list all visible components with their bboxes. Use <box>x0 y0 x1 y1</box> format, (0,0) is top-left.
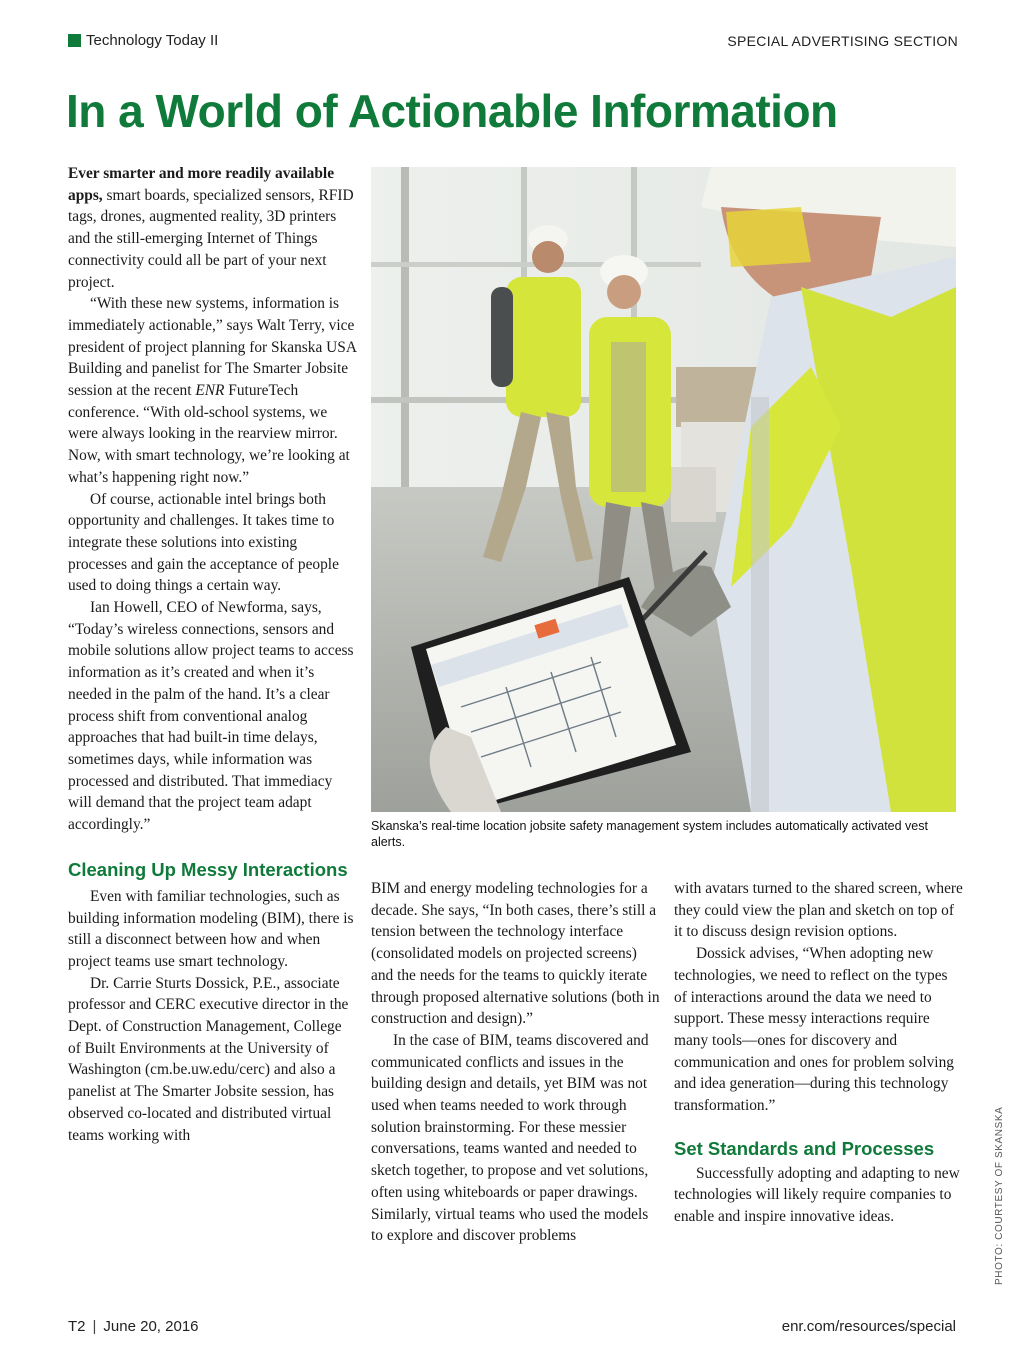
publication-name: ENR <box>195 382 225 400</box>
article-column-3 <box>674 878 964 1228</box>
jobsite-photo <box>371 167 956 812</box>
green-square-icon <box>68 34 81 47</box>
paragraph: “With these new systems, information is immediately actionable,” says Walt Terry, vice president of project planning for Skanska USA Building and panelist for The Smarter Jobsite session at the recent ENR FutureTech conference. “With old-school systems, we were always looking in the rearview mirror. Now, with smart technology, we’re looking at what’s happening right now.” <box>68 295 357 486</box>
photo-caption: Skanska’s real-time location jobsite safety management system includes automatically activated vest alerts. <box>371 819 928 849</box>
subheading: Set Standards and Processes <box>674 1137 935 1159</box>
advertising-label: SPECIAL ADVERTISING SECTION <box>727 33 958 49</box>
paragraph: with avatars turned to the shared screen, where they could view the plan and sketch on top of it to discuss design revision options. <box>674 880 963 941</box>
page-footer-left <box>68 1318 199 1335</box>
divider: | <box>92 1318 97 1335</box>
paragraph: Ian Howell, CEO of Newforma, says, “Today’s wireless connections, sensors and mobile solutions allow project teams to access information as it’s created and when it’s needed in the palm of the hand. It’s a clear process shift from conventional analog approaches that had built-in time delays, sometimes days, while information was processed and distributed. That immediacy will demand that the project team adapt accordingly.” <box>68 599 354 834</box>
article-column-1 <box>68 163 358 1146</box>
paragraph: Of course, actionable intel brings both opportunity and challenges. It takes time to integrate these solutions into existing processes and gain the acceptance of people used to doing things a certain way. <box>68 490 339 595</box>
article-column-2 <box>371 878 661 1247</box>
photo-credit: PHOTO: COURTESY OF SKANSKA <box>994 1106 1005 1285</box>
paragraph: BIM and energy modeling technologies for a decade. She says, “In both cases, there’s still a tension between the technology interface (consolidated models on projected screens) and the needs for the teams to quickly iterate through proposed alternative solutions (both in construction and design).” <box>371 880 660 1028</box>
section-header <box>68 32 218 49</box>
section-title: Technology Today II <box>86 32 219 49</box>
paragraph: Dossick advises, “When adopting new technologies, we need to reflect on the types of interactions around the data we need to support. These messy interactions require many tools—ones for discovery and communication and ones for problem solving and idea generation—during this technology transformation.” <box>674 945 954 1115</box>
headline: In a World of Actionable Information <box>66 85 838 137</box>
lead-in-bold: Ever smarter and more readily available apps, <box>68 165 335 204</box>
footer-url: enr.com/resources/special <box>781 1318 956 1335</box>
subheading: Cleaning Up Messy Interactions <box>68 858 348 880</box>
photo-illustration <box>371 167 956 812</box>
paragraph: Successfully adopting and adapting to new technologies will likely require companies to enable and inspire innovative ideas. <box>674 1164 960 1226</box>
paragraph: Dr. Carrie Sturts Dossick, P.E., associate professor and CERC executive director in the Dept. of Construction Management, College of Built Environments at the University of Washington (cm.be.uw.edu/cerc) and also a panelist at The Smarter Jobsite session, has observed co-located and distributed virtual teams working with <box>68 974 349 1144</box>
paragraph: In the case of BIM, teams discovered and communicated conflicts and issues in the building design and details, yet BIM was not used when teams needed to work through solution brainstorming. For these messier conversations, teams wanted and needed to sketch together, to propose and vet solutions, often using whiteboards or paper drawings. Similarly, virtual teams who used the models to explore and discover problems <box>371 1031 649 1245</box>
paragraph: Ever smarter and more readily available apps, smart boards, specialized sensors, RFID tags, drones, augmented reality, 3D printers and the still-emerging Internet of Things connectivity could all be part of your next project. <box>68 165 354 291</box>
paragraph: Even with familiar technologies, such as building information modeling (BIM), there is still a disconnect between how and when project teams use smart technology. <box>68 887 354 970</box>
issue-date: June 20, 2016 <box>103 1318 199 1335</box>
page-number: T2 <box>68 1318 86 1335</box>
